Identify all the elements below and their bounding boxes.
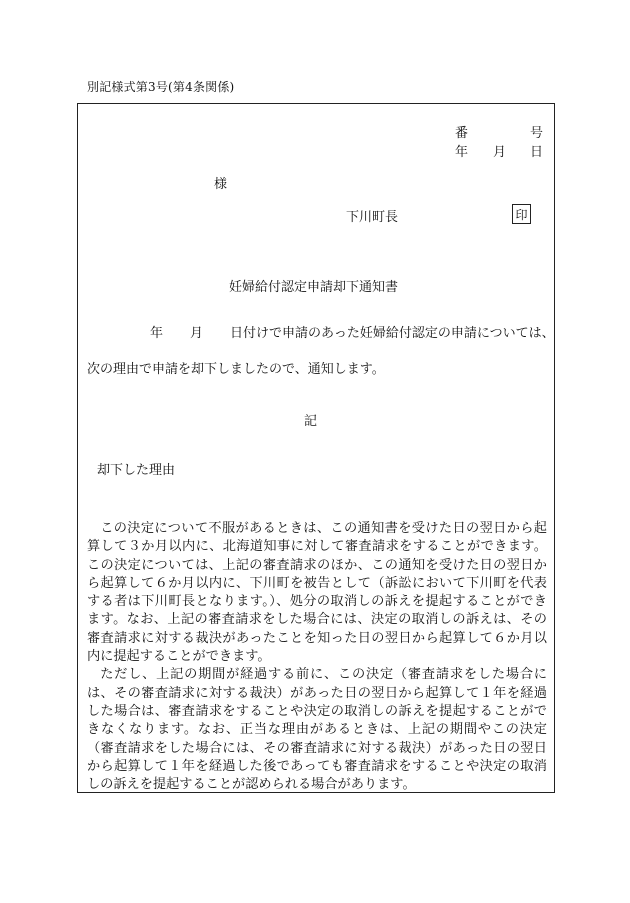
notice-paragraph-1: この決定について不服があるときは、この通知書を受けた日の翌日から起算して３か月以内に、北海道知事に対して審査請求をすることができます。この決定については、上記の審査請求のほか、この通知を受けた日の翌日から起算して６か月以内に、下川町を被告として（訴訟において下川町を代表する者は下川町長となります。）、処分の取消しの訴えを提起することができます。なお、上記の審査請求をした場合には、決定の取消しの訴えは、その審査請求に対する裁決があったことを知った日の翌日から起算して６か月以内に提起することができます。 — [87, 521, 547, 665]
intro-year: 年 — [150, 326, 164, 341]
intro-month: 月 — [190, 326, 204, 341]
date-day-label: 日 — [530, 145, 544, 160]
number-suffix: 号 — [530, 126, 544, 141]
number-label: 番 — [455, 126, 469, 141]
intro-text: 日付けで申請のあった妊婦給付認定の申請については、 — [230, 326, 555, 341]
addressee-suffix: 様 — [214, 177, 228, 192]
intro-text-line2: 次の理由で申請を却下しましたので、通知します。 — [87, 362, 385, 377]
notice-block — [87, 520, 547, 794]
ki-heading: 記 — [304, 414, 318, 429]
document-title: 妊婦給付認定申請却下通知書 — [229, 280, 399, 295]
date-year-label: 年 — [455, 145, 469, 160]
reason-heading: 却下した理由 — [97, 463, 176, 478]
date-month-label: 月 — [493, 145, 507, 160]
form-label: 別記様式第3号(第4条関係) — [87, 80, 235, 94]
notice-paragraph-2: ただし、上記の期間が経過する前に、この決定（審査請求をした場合には、その審査請求に対する裁決）があった日の翌日から起算して１年を経過した場合は、審査請求をすることや決定の取消しの訴えを提起することができなくなります。なお、正当な理由があるときは、上記の期間やこの決定（審査請求をした場合には、その審査請求に対する裁決）があった日の翌日から起算して１年を経過した後であっても審査請求をすることや決定の取消しの訴えを提起することが認められる場合があります。 — [87, 667, 547, 793]
issuer-name: 下川町長 — [346, 210, 399, 225]
seal-mark: 印 — [512, 204, 531, 224]
